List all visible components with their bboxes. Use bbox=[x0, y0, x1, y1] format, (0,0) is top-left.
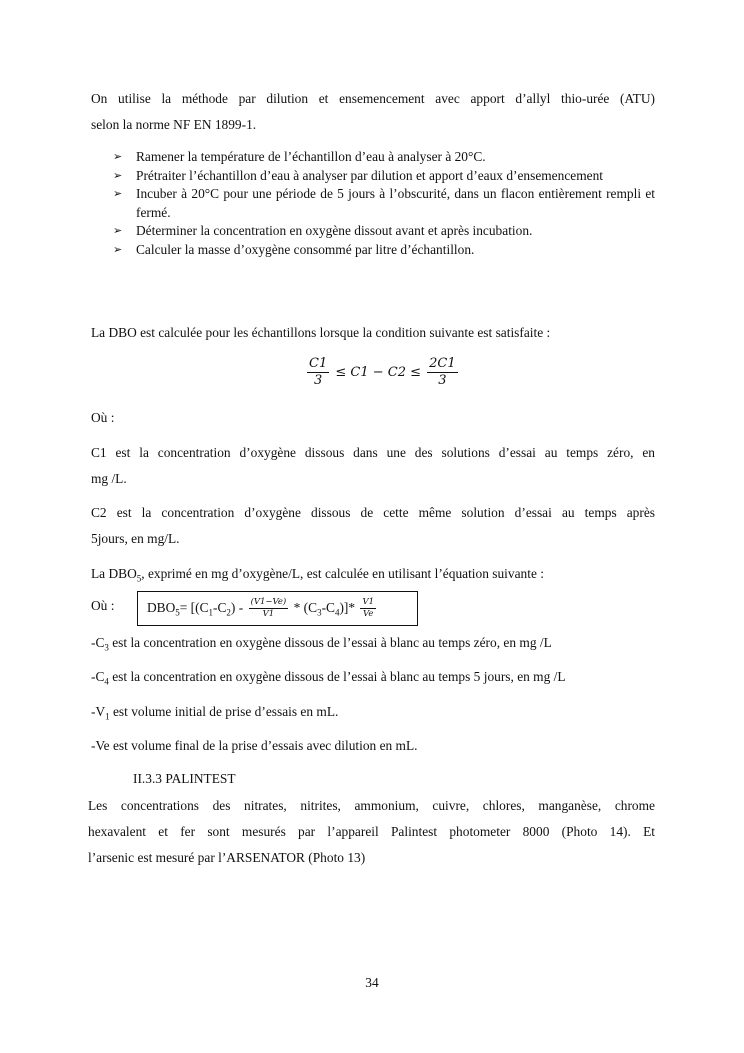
palintest-line-1: Les concentrations des nitrates, nitrites, ammonium, cuivre, chlores, manganèse, chrome bbox=[88, 798, 655, 813]
arrow-bullet-icon: ➢ bbox=[113, 224, 123, 237]
c4-definition: $-C_4$ est la concentration en oxygène dissous de l’essai à blanc au temps 5 jours, en mg /L bbox=[91, 669, 566, 687]
arrow-bullet-icon: ➢ bbox=[113, 242, 123, 256]
c1-definition-line-2: mg /L. bbox=[91, 471, 127, 486]
c2-definition-line-1: C2 est la concentration d’oxygène dissous de cette même solution d’essai au temps après bbox=[91, 505, 655, 520]
inequality-middle: ≤ C1 − C2 ≤ bbox=[335, 365, 422, 380]
ve-definition: -Ve est volume final de la prise d’essais avec dilution en mL. bbox=[91, 738, 418, 753]
v1-definition: $-V_1$ est volume initial de prise d’essais en mL. bbox=[91, 704, 339, 722]
list-item: ➢ Prétraiter l’échantillon d’eau à analyser par dilution et apport d’eaux d’ensemencement bbox=[113, 167, 655, 186]
palintest-line-2: hexavalent et fer sont mesurés par l’appareil Palintest photometer 8000 (Photo 14). Et bbox=[88, 824, 655, 839]
fraction-v1-over-ve: $\frac{V1}{Ve}$ bbox=[362, 597, 374, 620]
page-number: 34 bbox=[365, 975, 379, 990]
c2-definition-line-2: 5jours, en mg/L. bbox=[91, 531, 180, 546]
dbo5-intro: La $DBO_5$, exprimé en mg d’oxygène/L, est calculée en utilisant l’équation suivante : bbox=[91, 566, 544, 584]
list-item: ➢ Incuber à 20°C pour une période de 5 jours à l’obscurité, dans un flacon entièrement rempli et fermé. bbox=[113, 186, 655, 220]
palintest-line-3: l’arsenic est mesuré par l’ARSENATOR (Photo 13) bbox=[88, 850, 366, 865]
intro-line-1: On utilise la méthode par dilution et ensemencement avec apport d’allyl thio-urée (ATU) bbox=[91, 91, 655, 106]
dbo5-formula: $DBO_5= [(C_1-C_2)$ - $\frac{(V1-Ve)}{V1}$ * $(C_3-C_4)]*$ $\frac{V1}{Ve}$ bbox=[147, 597, 374, 620]
c3-definition: $-C_3$ est la concentration en oxygène dissous de l’essai à blanc au temps zéro, en mg /L bbox=[91, 635, 552, 653]
list-item: ➢ Déterminer la concentration en oxygène dissout avant et après incubation. bbox=[113, 222, 655, 241]
ou-label: Où : bbox=[91, 410, 115, 425]
fraction-c1-over-3: $\frac{C1}{3}$ bbox=[309, 356, 328, 388]
procedure-steps-list bbox=[113, 148, 655, 259]
ou-label-2: Où : bbox=[91, 598, 115, 613]
intro-line-2: selon la norme NF EN 1899-1. bbox=[91, 117, 257, 132]
c1-definition-line-1: C1 est la concentration d’oxygène dissous dans une des solutions d’essai au temps zéro, en bbox=[91, 445, 655, 460]
inequality-formula bbox=[305, 356, 460, 389]
list-item: ➢ Ramener la température de l’échantillon d’eau à analyser à 20°C. bbox=[113, 148, 655, 167]
fraction-v1-minus-ve-over-v1: $\frac{(V1-Ve)}{V1}$ bbox=[250, 597, 287, 620]
arrow-bullet-icon: ➢ bbox=[113, 150, 123, 163]
condition-text: La DBO est calculée pour les échantillons lorsque la condition suivante est satisfaite : bbox=[91, 325, 551, 340]
arrow-bullet-icon: ➢ bbox=[113, 168, 123, 182]
section-heading: II.3.3 PALINTEST bbox=[133, 771, 236, 786]
fraction-2c1-over-3: $\frac{2C1}{3}$ bbox=[429, 356, 456, 388]
list-item: ➢ Calculer la masse d’oxygène consommé par litre d’échantillon. bbox=[113, 241, 655, 260]
arrow-bullet-icon: ➢ bbox=[113, 187, 123, 200]
